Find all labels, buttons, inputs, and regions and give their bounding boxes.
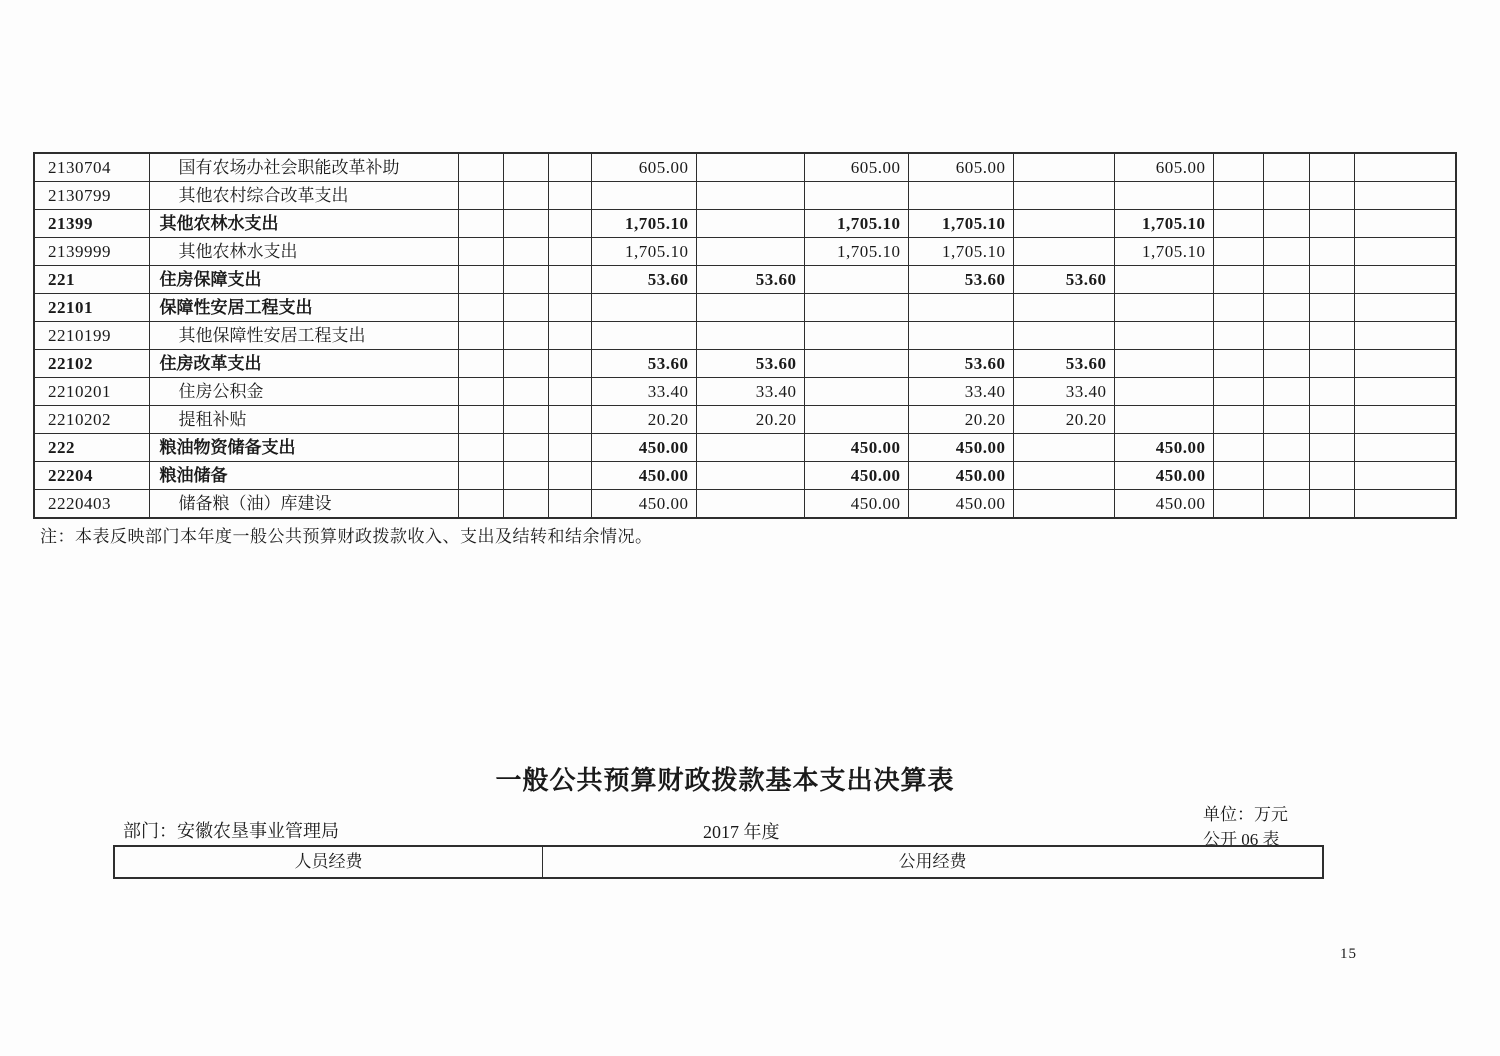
value-cell [908, 322, 1013, 350]
code-cell: 2220403 [34, 490, 149, 519]
code-cell: 2210199 [34, 322, 149, 350]
empty-cell [503, 490, 548, 519]
empty-cell [1213, 210, 1263, 238]
empty-cell [1309, 238, 1354, 266]
value-cell: 1,705.10 [908, 238, 1013, 266]
empty-cell [1309, 434, 1354, 462]
public-expense-header: 公用经费 [898, 852, 967, 871]
empty-cell [1309, 294, 1354, 322]
value-cell: 1,705.10 [591, 238, 696, 266]
value-cell [1114, 322, 1213, 350]
value-cell [804, 378, 908, 406]
empty-cell [1263, 210, 1309, 238]
value-cell [1114, 182, 1213, 210]
value-cell: 53.60 [696, 266, 804, 294]
value-cell [696, 210, 804, 238]
empty-cell [548, 406, 591, 434]
empty-cell [458, 266, 503, 294]
name-cell: 提租补贴 [149, 406, 458, 434]
empty-cell [1354, 266, 1456, 294]
value-cell [1013, 182, 1114, 210]
empty-cell [458, 322, 503, 350]
name-cell: 住房保障支出 [149, 266, 458, 294]
value-cell [1013, 210, 1114, 238]
empty-cell [1213, 238, 1263, 266]
empty-cell [503, 462, 548, 490]
empty-cell [503, 182, 548, 210]
table-row [34, 238, 1456, 266]
empty-cell [1354, 238, 1456, 266]
value-cell [696, 294, 804, 322]
empty-cell [1354, 322, 1456, 350]
value-cell [696, 238, 804, 266]
value-cell: 33.40 [1013, 378, 1114, 406]
value-cell [804, 406, 908, 434]
fiscal-year-label: 2017 年度 [703, 822, 780, 842]
value-cell [1114, 378, 1213, 406]
empty-cell [1213, 322, 1263, 350]
code-cell: 21399 [34, 210, 149, 238]
name-cell: 粮油物资储备支出 [149, 434, 458, 462]
empty-cell [503, 406, 548, 434]
value-cell: 450.00 [1114, 462, 1213, 490]
empty-cell [503, 378, 548, 406]
empty-cell [503, 350, 548, 378]
empty-cell [458, 238, 503, 266]
value-cell: 33.40 [908, 378, 1013, 406]
empty-cell [1213, 294, 1263, 322]
empty-cell [1354, 490, 1456, 519]
value-cell: 450.00 [804, 462, 908, 490]
value-cell [1013, 238, 1114, 266]
value-cell: 33.40 [696, 378, 804, 406]
value-cell: 450.00 [591, 490, 696, 519]
empty-cell [503, 434, 548, 462]
table-row [34, 294, 1456, 322]
empty-cell [1263, 322, 1309, 350]
value-cell [696, 434, 804, 462]
empty-cell [1213, 350, 1263, 378]
code-cell: 2139999 [34, 238, 149, 266]
empty-cell [1354, 153, 1456, 182]
table-row [34, 182, 1456, 210]
table-row [34, 266, 1456, 294]
value-cell: 450.00 [804, 434, 908, 462]
value-cell [1013, 434, 1114, 462]
empty-cell [458, 294, 503, 322]
value-cell [804, 322, 908, 350]
empty-cell [1309, 378, 1354, 406]
budget-table [33, 152, 1457, 519]
empty-cell [458, 182, 503, 210]
empty-cell [548, 182, 591, 210]
empty-cell [503, 266, 548, 294]
value-cell: 1,705.10 [591, 210, 696, 238]
value-cell [1013, 490, 1114, 519]
empty-cell [1354, 182, 1456, 210]
value-cell: 53.60 [591, 350, 696, 378]
code-cell: 222 [34, 434, 149, 462]
table-row [34, 462, 1456, 490]
empty-cell [1309, 406, 1354, 434]
value-cell [804, 266, 908, 294]
value-cell: 605.00 [1114, 153, 1213, 182]
value-cell: 20.20 [908, 406, 1013, 434]
name-cell: 粮油储备 [149, 462, 458, 490]
empty-cell [1309, 490, 1354, 519]
table-row [34, 322, 1456, 350]
code-cell: 2130704 [34, 153, 149, 182]
code-cell: 2130799 [34, 182, 149, 210]
name-cell: 保障性安居工程支出 [149, 294, 458, 322]
empty-cell [1354, 462, 1456, 490]
name-cell: 储备粮（油）库建设 [149, 490, 458, 519]
code-cell: 22101 [34, 294, 149, 322]
empty-cell [1213, 462, 1263, 490]
empty-cell [1263, 153, 1309, 182]
empty-cell [548, 153, 591, 182]
value-cell: 1,705.10 [1114, 238, 1213, 266]
empty-cell [1263, 294, 1309, 322]
value-cell [696, 182, 804, 210]
empty-cell [1213, 153, 1263, 182]
name-cell: 住房公积金 [149, 378, 458, 406]
empty-cell [1309, 210, 1354, 238]
doc-title: 一般公共预算财政拨款基本支出决算表 [495, 765, 955, 795]
value-cell: 53.60 [908, 350, 1013, 378]
empty-cell [458, 434, 503, 462]
value-cell: 1,705.10 [1114, 210, 1213, 238]
code-cell: 22102 [34, 350, 149, 378]
name-cell: 其他农村综合改革支出 [149, 182, 458, 210]
value-cell: 53.60 [908, 266, 1013, 294]
value-cell [696, 322, 804, 350]
value-cell: 53.60 [1013, 350, 1114, 378]
empty-cell [1263, 434, 1309, 462]
empty-cell [1354, 406, 1456, 434]
value-cell [591, 322, 696, 350]
empty-cell [458, 210, 503, 238]
name-cell: 国有农场办社会职能改革补助 [149, 153, 458, 182]
empty-cell [503, 238, 548, 266]
value-cell: 1,705.10 [804, 210, 908, 238]
empty-cell [548, 266, 591, 294]
empty-cell [1354, 378, 1456, 406]
empty-cell [548, 462, 591, 490]
empty-cell [548, 378, 591, 406]
name-cell: 其他农林水支出 [149, 238, 458, 266]
empty-cell [1354, 294, 1456, 322]
code-cell: 2210202 [34, 406, 149, 434]
value-cell [696, 462, 804, 490]
value-cell [804, 294, 908, 322]
name-cell: 其他农林水支出 [149, 210, 458, 238]
expenditure-header-row [113, 845, 1324, 879]
value-cell: 605.00 [908, 153, 1013, 182]
value-cell: 450.00 [908, 490, 1013, 519]
empty-cell [1309, 322, 1354, 350]
empty-cell [548, 490, 591, 519]
empty-cell [1213, 378, 1263, 406]
empty-cell [1309, 462, 1354, 490]
empty-cell [458, 350, 503, 378]
value-cell: 450.00 [908, 462, 1013, 490]
code-cell: 221 [34, 266, 149, 294]
table-row [34, 350, 1456, 378]
table-row [34, 210, 1456, 238]
value-cell [591, 182, 696, 210]
empty-cell [1309, 350, 1354, 378]
value-cell [696, 153, 804, 182]
value-cell [1114, 350, 1213, 378]
empty-cell [1309, 266, 1354, 294]
value-cell: 20.20 [591, 406, 696, 434]
value-cell [1013, 322, 1114, 350]
value-cell [804, 350, 908, 378]
value-cell: 450.00 [804, 490, 908, 519]
value-cell [591, 294, 696, 322]
empty-cell [548, 322, 591, 350]
empty-cell [503, 322, 548, 350]
unit-label: 单位：万元 [1203, 805, 1288, 824]
value-cell: 53.60 [1013, 266, 1114, 294]
empty-cell [1263, 490, 1309, 519]
value-cell: 450.00 [591, 434, 696, 462]
empty-cell [1263, 238, 1309, 266]
empty-cell [1354, 434, 1456, 462]
page-number: 15 [1340, 946, 1357, 962]
value-cell: 450.00 [1114, 434, 1213, 462]
value-cell: 1,705.10 [908, 210, 1013, 238]
value-cell: 605.00 [804, 153, 908, 182]
value-cell [696, 490, 804, 519]
table-row [34, 434, 1456, 462]
value-cell: 605.00 [591, 153, 696, 182]
empty-cell [503, 294, 548, 322]
empty-cell [1213, 266, 1263, 294]
empty-cell [1309, 182, 1354, 210]
value-cell [1114, 294, 1213, 322]
empty-cell [1263, 350, 1309, 378]
budget-table-body [34, 153, 1456, 518]
empty-cell [1213, 406, 1263, 434]
code-cell: 2210201 [34, 378, 149, 406]
personnel-expense-header: 人员经费 [115, 847, 543, 877]
value-cell [908, 294, 1013, 322]
value-cell [1114, 266, 1213, 294]
empty-cell [548, 434, 591, 462]
code-cell: 22204 [34, 462, 149, 490]
value-cell: 53.60 [591, 266, 696, 294]
value-cell: 20.20 [696, 406, 804, 434]
table-row [34, 378, 1456, 406]
value-cell: 450.00 [1114, 490, 1213, 519]
value-cell [1114, 406, 1213, 434]
value-cell [804, 182, 908, 210]
name-cell: 住房改革支出 [149, 350, 458, 378]
department-label: 部门：安徽农垦事业管理局 [123, 821, 339, 841]
value-cell: 33.40 [591, 378, 696, 406]
empty-cell [1263, 406, 1309, 434]
empty-cell [1354, 350, 1456, 378]
empty-cell [1354, 210, 1456, 238]
empty-cell [548, 238, 591, 266]
empty-cell [458, 378, 503, 406]
empty-cell [1213, 434, 1263, 462]
value-cell: 450.00 [908, 434, 1013, 462]
empty-cell [548, 350, 591, 378]
table-note: 注：本表反映部门本年度一般公共预算财政拨款收入、支出及结转和结余情况。 [40, 527, 653, 546]
table-row [34, 153, 1456, 182]
empty-cell [458, 153, 503, 182]
empty-cell [548, 210, 591, 238]
empty-cell [1263, 266, 1309, 294]
value-cell [1013, 153, 1114, 182]
form-code-label: 公开 06 表 [1203, 830, 1280, 849]
empty-cell [1213, 182, 1263, 210]
empty-cell [548, 294, 591, 322]
value-cell: 450.00 [591, 462, 696, 490]
empty-cell [458, 406, 503, 434]
value-cell [1013, 294, 1114, 322]
empty-cell [503, 153, 548, 182]
empty-cell [1213, 490, 1263, 519]
value-cell [908, 182, 1013, 210]
empty-cell [1263, 462, 1309, 490]
empty-cell [458, 462, 503, 490]
empty-cell [458, 490, 503, 519]
value-cell: 1,705.10 [804, 238, 908, 266]
empty-cell [1263, 182, 1309, 210]
table-row [34, 490, 1456, 519]
table-row [34, 406, 1456, 434]
value-cell: 53.60 [696, 350, 804, 378]
name-cell: 其他保障性安居工程支出 [149, 322, 458, 350]
value-cell [1013, 462, 1114, 490]
empty-cell [503, 210, 548, 238]
empty-cell [1309, 153, 1354, 182]
empty-cell [1263, 378, 1309, 406]
value-cell: 20.20 [1013, 406, 1114, 434]
